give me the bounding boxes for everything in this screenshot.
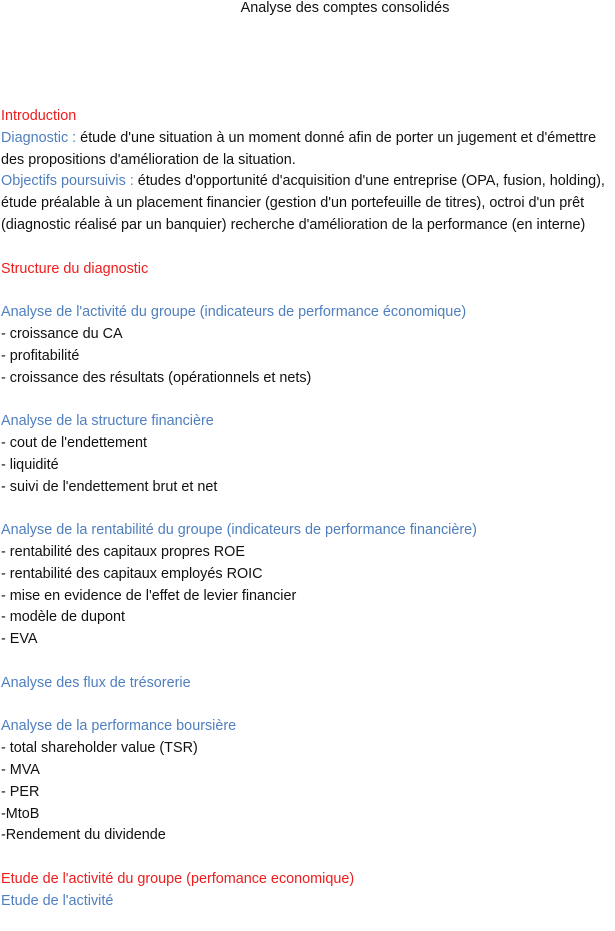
introduction-heading: Introduction [1, 108, 77, 124]
document-body [1, 106, 615, 912]
diagnostic-label: Diagnostic : [1, 129, 77, 146]
structure-heading: Structure du diagnostic [1, 260, 149, 277]
diagnostic-text: étude d'une situation à un moment donné afin de porter un jugement et d'émettre des propositions d'amélioration de la situation. [1, 129, 597, 168]
list-item: - modèle de dupont [1, 609, 126, 626]
list-item: - suivi de l'endettement brut et net [1, 478, 218, 495]
objectifs-label: Objectifs poursuivis : [1, 173, 134, 190]
list-item: -Rendement du dividende [1, 827, 166, 844]
list-item: - PER [1, 783, 40, 800]
list-item: - mise en evidence de l'effet de levier financier [1, 587, 297, 604]
document-title: Analyse des comptes consolidés [240, 0, 450, 16]
list-item: - cout de l'endettement [1, 434, 147, 451]
list-item: - liquidité [1, 456, 59, 473]
list-item: - total shareholder value (TSR) [1, 740, 198, 757]
list-item: - rentabilité des capitaux propres ROE [1, 543, 245, 560]
etude-subheading: Etude de l'activité [1, 892, 114, 909]
etude-heading: Etude de l'activité du groupe (perfomance economique) [1, 870, 355, 887]
list-item: - profitabilité [1, 347, 80, 364]
list-item: - croissance des résultats (opérationnels et nets) [1, 369, 312, 386]
list-item: - croissance du CA [1, 325, 123, 342]
list-item: - EVA [1, 631, 38, 648]
diagnostic-paragraph [1, 128, 615, 172]
section-title-flux-tresorerie: Analyse des flux de trésorerie [1, 674, 191, 691]
list-item: - MVA [1, 761, 40, 778]
objectifs-paragraph [1, 171, 615, 236]
section-title-performance-boursiere: Analyse de la performance boursière [1, 718, 237, 735]
section-title-structure-financiere: Analyse de la structure financière [1, 413, 214, 430]
list-item: - rentabilité des capitaux employés ROIC [1, 565, 263, 582]
list-item: -MtoB [1, 805, 40, 822]
objectifs-text: études d'opportunité d'acquisition d'une entreprise (OPA, fusion, holding), étude préalable à un placement financier (gestion d'un portefeuille de titres), octroi d'un prêt (diagnostic réalisé par un banquier) recherche d'amélioration de la performance (en interne) [1, 173, 605, 233]
section-title-activite: Analyse de l'activité du groupe (indicateurs de performance économique) [1, 304, 467, 321]
section-title-rentabilite: Analyse de la rentabilité du groupe (indicateurs de performance financière) [1, 522, 477, 539]
